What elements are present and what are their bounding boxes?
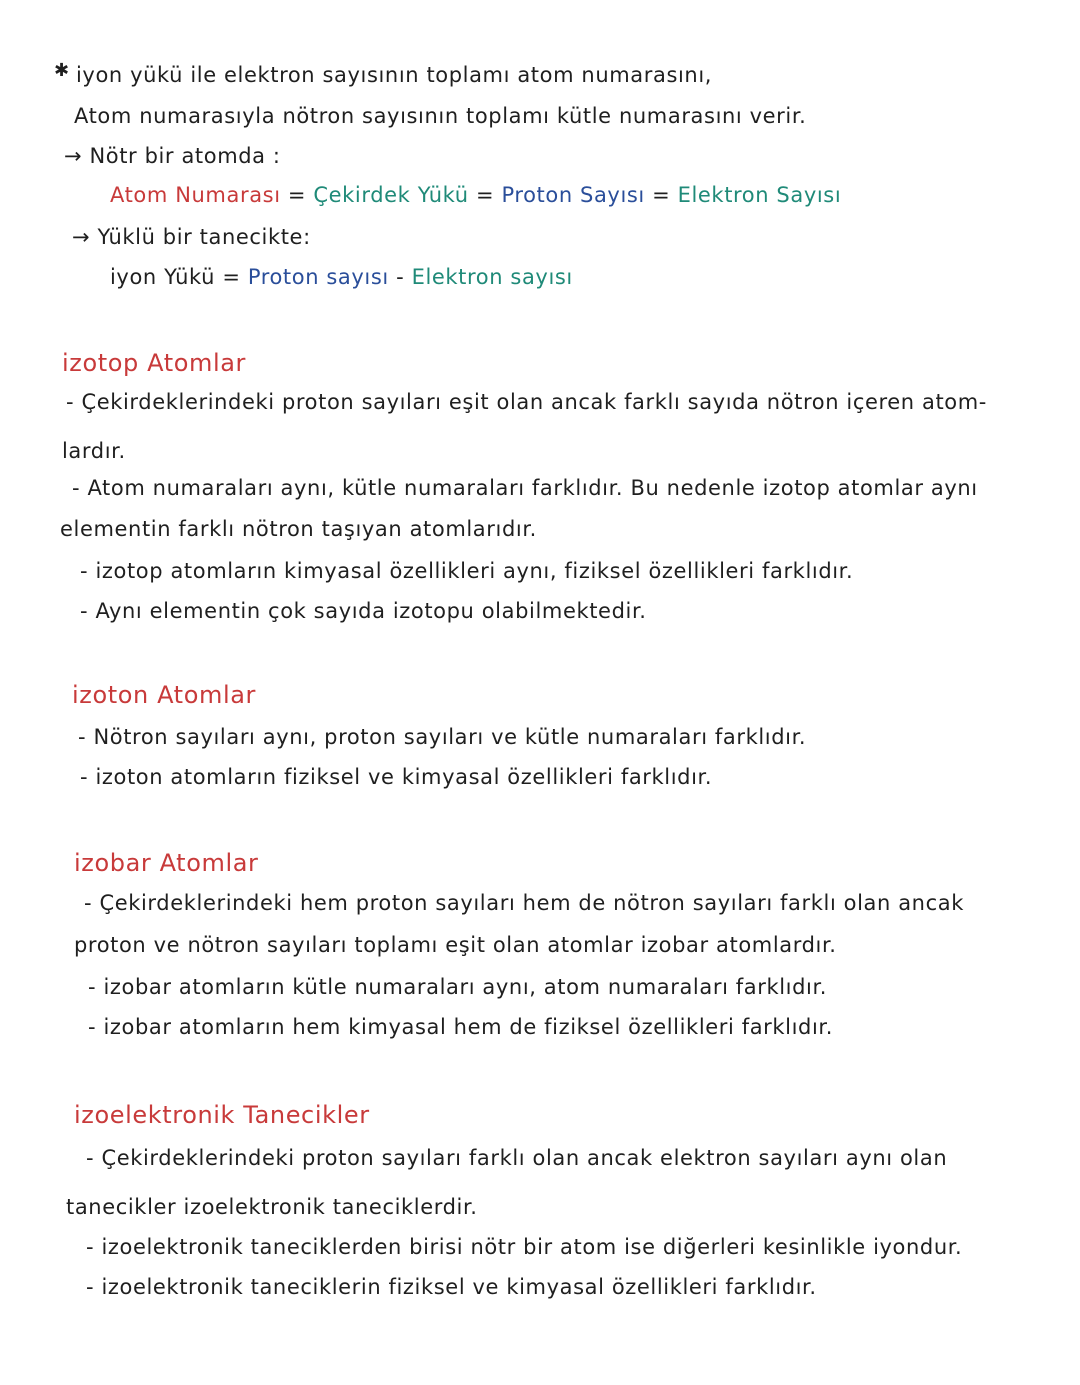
neutral-atom-label: → Nötr bir atomda : [64, 144, 281, 168]
izoelektronik-line-2: tanecikler izoelektronik taneciklerdir. [66, 1195, 478, 1219]
equals-sign: = [644, 183, 678, 207]
izobar-title: izobar Atomlar [74, 849, 259, 877]
izoelektronik-title: izoelektronik Tanecikler [74, 1101, 370, 1129]
minus-sign: - [388, 265, 412, 289]
equals-sign: = [468, 183, 502, 207]
nuclear-charge-term: Çekirdek Yükü [313, 183, 469, 207]
proton-count-term: Proton sayısı [247, 265, 389, 289]
equals-sign: = [280, 183, 314, 207]
izotop-line-2: lardır. [62, 439, 126, 463]
izotop-line-5: - izotop atomların kimyasal özellikleri aynı, fiziksel özellikleri farklıdır. [80, 559, 854, 583]
izoton-title: izoton Atomlar [72, 681, 256, 709]
izotop-line-4: elementin farklı nötron taşıyan atomlarıdır. [60, 517, 537, 541]
intro-line-2: Atom numarasıyla nötron sayısının toplamı kütle numarasını verir. [74, 104, 807, 128]
electron-count-term: Elektron sayısı [411, 265, 573, 289]
izotop-line-3: - Atom numaraları aynı, kütle numaraları farklıdır. Bu nedenle izotop atomlar aynı [72, 476, 978, 500]
atom-number-term: Atom Numarası [110, 183, 281, 207]
equals-sign: = [215, 265, 248, 289]
ion-charge-term: iyon Yükü [110, 265, 216, 289]
izobar-line-2: proton ve nötron sayıları toplamı eşit olan atomlar izobar atomlardır. [74, 933, 837, 957]
izoelektronik-line-4: - izoelektronik taneciklerin fiziksel ve kimyasal özellikleri farklıdır. [86, 1275, 817, 1299]
izoelektronik-line-1: - Çekirdeklerindeki proton sayıları farklı olan ancak elektron sayıları aynı olan [86, 1146, 948, 1170]
electron-count-term: Elektron Sayısı [677, 183, 842, 207]
charged-particle-label: → Yüklü bir tanecikte: [72, 225, 311, 249]
izobar-line-1: - Çekirdeklerindeki hem proton sayıları hem de nötron sayıları farklı olan ancak [84, 891, 964, 915]
izoton-line-2: - izoton atomların fiziksel ve kimyasal özellikleri farklıdır. [80, 765, 713, 789]
bullet-star-icon: ✱ [54, 60, 70, 81]
izoelektronik-line-3: - izoelektronik taneciklerden birisi nötr bir atom ise diğerleri kesinlikle iyondur. [86, 1235, 963, 1259]
izobar-line-3: - izobar atomların kütle numaraları aynı, atom numaraları farklıdır. [88, 975, 828, 999]
proton-count-term: Proton Sayısı [501, 183, 645, 207]
izotop-title: izotop Atomlar [62, 349, 247, 377]
izobar-line-4: - izobar atomların hem kimyasal hem de fiziksel özellikleri farklıdır. [88, 1015, 833, 1039]
intro-line-1: iyon yükü ile elektron sayısının toplamı atom numarasını, [76, 63, 713, 87]
izoton-line-1: - Nötron sayıları aynı, proton sayıları ve kütle numaraları farklıdır. [78, 725, 807, 749]
izotop-line-1: - Çekirdeklerindeki proton sayıları eşit olan ancak farklı sayıda nötron içeren atom- [66, 390, 987, 414]
ion-charge-equation [110, 262, 573, 292]
izotop-line-6: - Aynı elementin çok sayıda izotopu olabilmektedir. [80, 599, 647, 623]
neutral-equation [110, 180, 841, 210]
